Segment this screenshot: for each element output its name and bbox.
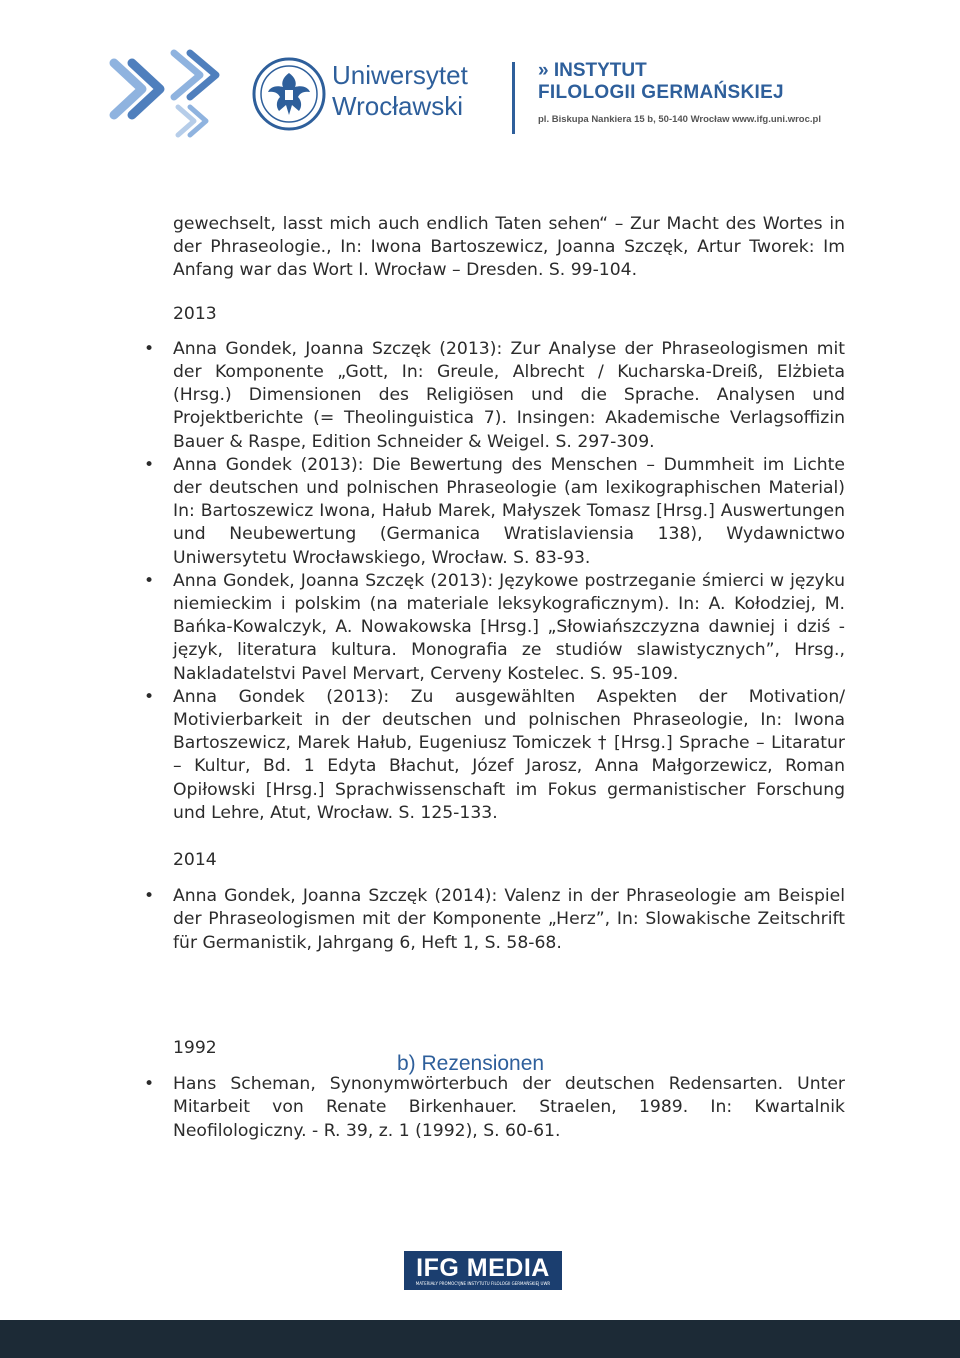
year-heading-2013: 2013: [173, 303, 217, 324]
year-heading-2014: 2014: [173, 850, 217, 871]
publication-list: [173, 213, 845, 1143]
chevron-logo-icon: [108, 45, 220, 145]
continuation-text: gewechselt, lasst mich auch endlich Taten sehen“ – Zur Macht des Wortes in der Phraseologie., In: Iwona Bartoszewicz, Joanna Szczęk, Artur Tworek: Im Anfang war das Wort I. Wrocław – Dresden. S. 99-104.: [173, 214, 845, 281]
list-item: • Anna Gondek, Joanna Szczęk (2013): Językowe postrzeganie śmierci w języku niemieckim i polskim (na materiale leksykograficznym). In: A. Kołodziej, M. Bańka-Kowalczyk, A. Nowakowska [Hrsg.] „Słowiańszczyzna dawniej i dziś - język, literatura kultura. Monografia ze studiów slawistycznych”, Hrsg., Nakladatelstvi Pavel Mervart, Cerveny Kostelec. S. 95-109.: [173, 570, 845, 686]
institute-line1: » INSTYTUT: [538, 60, 647, 81]
page-header: [0, 0, 960, 190]
university-name-line2: Wrocławski: [332, 91, 463, 121]
list-item: • Anna Gondek, Joanna Szczęk (2014): Valenz in der Phraseologie am Beispiel der Phraseologismen mit der Komponente „Herz”, In: Slowakische Zeitschrift für Germanistik, Jahrgang 6, Heft 1, S. 58-68.: [173, 885, 845, 955]
university-name-line1: Uniwersytet: [332, 60, 468, 90]
header-divider: [512, 62, 515, 134]
ifg-media-logo-title: IFG MEDIA: [416, 1254, 550, 1282]
ifg-media-logo-subtitle: MATERIAŁY PROMOCYJNE INSTYTUTU FILOLOGII GERMAŃSKIEJ UWR: [415, 1281, 551, 1286]
institute-line2: FILOLOGII GERMAŃSKIEJ: [538, 82, 784, 103]
entries-2014: [173, 885, 845, 955]
institute-block: [538, 60, 821, 125]
list-item: • Hans Scheman, Synonymwörterbuch der deutschen Redensarten. Unter Mitarbeit von Renate Birkenhauer. Straelen, 1989. In: Kwartalnik Neofilologiczny. - R. 39, z. 1 (1992), S. 60-61.: [173, 1073, 845, 1143]
section-heading: b) Rezensionen: [397, 1052, 545, 1075]
ifg-media-logo: [404, 1251, 562, 1290]
footer-band: [0, 1320, 960, 1358]
list-item: • Anna Gondek, Joanna Szczęk (2013): Zur Analyse der Phraseologismen mit der Komponente „Gott, In: Greule, Albrecht / Kucharska-Dreiß, Elżbieta (Hrsg.) Dimensionen des Religiösen und die Sprache. Analysen und Projektberichte (= Theolinguistica 7). Insingen: Akademische Verlagsoffizin Bauer & Raspe, Edition Schneider & Weigel. S. 297-309.: [173, 338, 845, 454]
entries-2013: [173, 338, 845, 825]
institute-address: pl. Biskupa Nankiera 15 b, 50-140 Wrocław www.ifg.uni.wroc.pl: [538, 114, 821, 125]
university-seal-icon: [252, 57, 326, 131]
university-name: [332, 60, 468, 122]
year-heading-1992: 1992: [173, 1037, 217, 1058]
list-item: • Anna Gondek (2013): Die Bewertung des Menschen – Dummheit im Lichte der deutschen und polnischen Phraseologie (am lexikographischen Material) In: Bartoszewicz Iwona, Hałub Marek, Małyszek Tomasz [Hrsg.] Auswertungen und Neubewertung (Germanica Wratislaviensia 138), Wydawnictwo Uniwersytetu Wrocławskiego, Wrocław. S. 83-93.: [173, 454, 845, 570]
list-item: • Anna Gondek (2013): Zu ausgewählten Aspekten der Motivation/ Motivierbarkeit in der deutschen und polnischen Phraseologie, In: Iwona Bartoszewicz, Marek Hałub, Eugeniusz Tomiczek † [Hrsg.] Sprache – Litaratur – Kultur, Bd. 1 Edyta Błachut, Józef Jarosz, Anna Małgorzewicz, Roman Opiłowski [Hrsg.] Sprachwissenschaft im Fokus germanistischer Forschung und Lehre, Atut, Wrocław. S. 125-133.: [173, 686, 845, 825]
entries-1992: [173, 1073, 845, 1143]
